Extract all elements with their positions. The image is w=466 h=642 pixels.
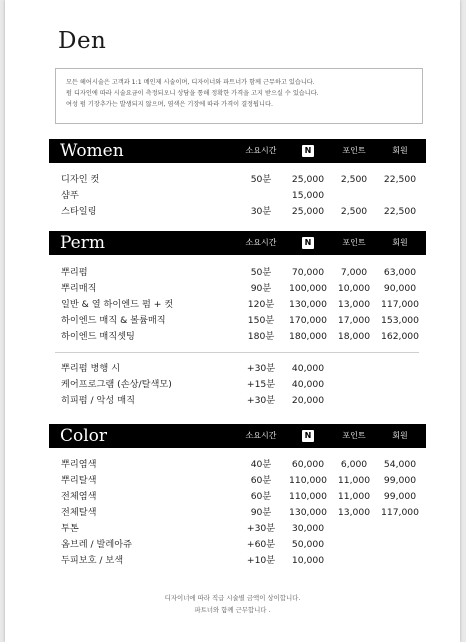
- extra-row: [49, 361, 426, 377]
- point: 11,000: [337, 491, 371, 502]
- duration: 30분: [250, 206, 272, 217]
- price: 70,000: [291, 267, 325, 278]
- price: 20,000: [291, 395, 325, 406]
- price-row: [49, 521, 426, 537]
- price: 100,000: [289, 283, 327, 294]
- section-divider: [55, 352, 419, 353]
- price: 130,000: [289, 299, 327, 310]
- service-name: 샴푸: [61, 190, 79, 201]
- service-name: 투톤: [61, 523, 79, 534]
- point: 10,000: [337, 283, 371, 294]
- price-row: [49, 281, 426, 297]
- point: 7,000: [340, 267, 368, 278]
- duration: 40분: [250, 459, 272, 470]
- column-header-member: 회원: [392, 238, 408, 247]
- price-row: [49, 329, 426, 345]
- duration: +15분: [246, 379, 276, 390]
- price: 30,000: [291, 523, 325, 534]
- service-name: 일반 & 열 하이엔드 펌 + 컷: [61, 299, 174, 310]
- service-name: 히피펌 / 악성 매직: [61, 395, 135, 406]
- price-row: [49, 505, 426, 521]
- notice-box: [55, 68, 423, 124]
- service-name: 스타일링: [61, 206, 97, 217]
- price-row: [49, 537, 426, 553]
- price: 110,000: [289, 491, 327, 502]
- price-row: [49, 489, 426, 505]
- column-header-point: 포인트: [342, 431, 366, 440]
- service-name: 뿌리매직: [61, 283, 97, 294]
- section-header-women: [49, 139, 426, 163]
- price-row: [49, 188, 426, 204]
- column-header-time: 소요시간: [245, 238, 277, 247]
- price: 15,000: [291, 190, 325, 201]
- service-name: 옴브레 / 발레아쥬: [61, 539, 133, 550]
- member-price: 99,000: [383, 475, 417, 486]
- service-name: 하이엔드 매직셋팅: [61, 331, 135, 342]
- point: 11,000: [337, 475, 371, 486]
- duration: 50분: [250, 267, 272, 278]
- point: 13,000: [337, 299, 371, 310]
- member-price: 162,000: [381, 331, 419, 342]
- service-name: 하이엔드 매직 & 볼륨매직: [61, 315, 166, 326]
- naver-icon: N: [302, 145, 314, 157]
- price: 50,000: [291, 539, 325, 550]
- column-header-point: 포인트: [342, 146, 366, 155]
- notice-line: 모든 헤어시술은 고객과 1:1 메인제 시술이며, 디자이너와 파트너가 함께 근무하고 있습니다.: [66, 79, 315, 86]
- price: 180,000: [289, 331, 327, 342]
- duration: 90분: [250, 283, 272, 294]
- price-row: [49, 473, 426, 489]
- section-header-color: [49, 424, 426, 448]
- column-header-time: 소요시간: [245, 146, 277, 155]
- price-row: [49, 313, 426, 329]
- price: 25,000: [291, 206, 325, 217]
- point: 2,500: [340, 174, 368, 185]
- member-price: 117,000: [381, 507, 419, 518]
- duration: +30분: [246, 523, 276, 534]
- member-price: 153,000: [381, 315, 419, 326]
- duration: 150분: [247, 315, 275, 326]
- duration: 60분: [250, 475, 272, 486]
- duration: 180분: [247, 331, 275, 342]
- service-name: 뿌리펌 병행 시: [61, 363, 121, 374]
- notice-line: 여성 펌 기장추가는 발생되지 않으며, 염색은 기장에 따라 가격이 결정됩니다.: [66, 101, 273, 108]
- duration: +30분: [246, 363, 276, 374]
- duration: +60분: [246, 539, 276, 550]
- price-row: [49, 265, 426, 281]
- duration: +30분: [246, 395, 276, 406]
- service-name: 전체염색: [61, 491, 97, 502]
- service-name: 뿌리탈색: [61, 475, 97, 486]
- service-name: 뿌리펌: [61, 267, 88, 278]
- point: 18,000: [337, 331, 371, 342]
- naver-icon: N: [302, 237, 314, 249]
- extra-row: [49, 393, 426, 409]
- extra-row: [49, 377, 426, 393]
- column-header-point: 포인트: [342, 238, 366, 247]
- duration: 90분: [250, 507, 272, 518]
- price: 40,000: [291, 363, 325, 374]
- column-header-member: 회원: [392, 146, 408, 155]
- point: 6,000: [340, 459, 368, 470]
- section-header-perm: [49, 231, 426, 255]
- naver-icon: N: [302, 430, 314, 442]
- price: 10,000: [291, 555, 325, 566]
- section-title: Women: [60, 141, 124, 161]
- column-header-time: 소요시간: [245, 431, 277, 440]
- price: 170,000: [289, 315, 327, 326]
- point: 2,500: [340, 206, 368, 217]
- price-row: [49, 172, 426, 188]
- duration: 60분: [250, 491, 272, 502]
- price: 40,000: [291, 379, 325, 390]
- section-title: Perm: [60, 233, 105, 253]
- price-menu-page: [5, 0, 460, 642]
- member-price: 22,500: [383, 174, 417, 185]
- service-name: 두피보호 / 보색: [61, 555, 124, 566]
- member-price: 63,000: [383, 267, 417, 278]
- member-price: 22,500: [383, 206, 417, 217]
- price-row: [49, 553, 426, 569]
- point: 17,000: [337, 315, 371, 326]
- member-price: 54,000: [383, 459, 417, 470]
- duration: +10분: [246, 555, 276, 566]
- notice-line: 펌 디자인에 따라 시술요금이 측정되오니 상담을 통해 정확한 가격을 고지 받으실 수 있습니다.: [66, 90, 319, 97]
- price: 110,000: [289, 475, 327, 486]
- service-name: 디자인 컷: [61, 174, 100, 185]
- service-name: 전체탈색: [61, 507, 97, 518]
- price-row: [49, 457, 426, 473]
- price: 130,000: [289, 507, 327, 518]
- column-header-member: 회원: [392, 431, 408, 440]
- member-price: 90,000: [383, 283, 417, 294]
- duration: 50분: [250, 174, 272, 185]
- point: 13,000: [337, 507, 371, 518]
- footer-note: 파트너와 함께 근무합니다 .: [194, 606, 271, 614]
- duration: 120분: [247, 299, 275, 310]
- member-price: 117,000: [381, 299, 419, 310]
- footer-note: 디자이너에 따라 직급 시술별 금액이 상이합니다.: [164, 594, 301, 602]
- price: 25,000: [291, 174, 325, 185]
- price-row: [49, 297, 426, 313]
- price: 60,000: [291, 459, 325, 470]
- brand-title: Den: [58, 28, 107, 54]
- price-row: [49, 204, 426, 220]
- member-price: 99,000: [383, 491, 417, 502]
- section-title: Color: [60, 426, 108, 446]
- service-name: 케어프로그램 (손상/탈색모): [61, 379, 172, 390]
- service-name: 뿌리염색: [61, 459, 97, 470]
